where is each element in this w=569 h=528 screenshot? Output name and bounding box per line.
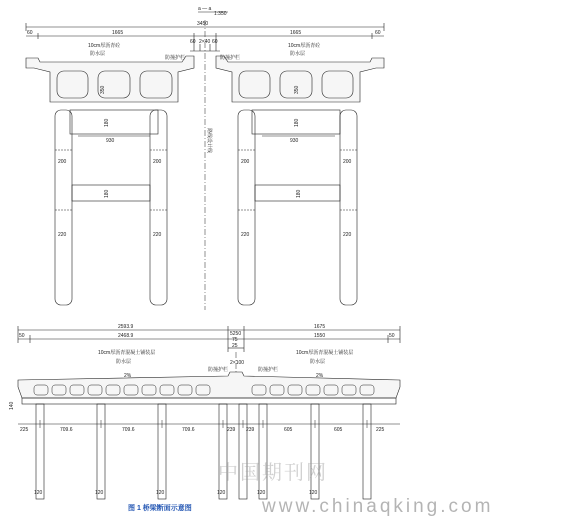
center-dim-2: 75 xyxy=(232,337,238,343)
right-col-dim-d: 220 xyxy=(343,232,352,238)
right-edge-dim: 50 xyxy=(389,333,395,339)
side-height: 140 xyxy=(9,401,15,410)
pile-label-1: 120 xyxy=(34,490,43,496)
left-deck-width: 1665 xyxy=(112,30,124,36)
left-girder-height: 350 xyxy=(100,85,106,94)
right-inner-width: 1550 xyxy=(314,333,326,339)
watermark-en: www.chinaqking.com xyxy=(262,496,494,517)
total-width: 3450 xyxy=(197,21,209,27)
span-8: 225 xyxy=(376,427,385,433)
span-2: 709.6 xyxy=(122,427,135,433)
span-3: 709.6 xyxy=(182,427,195,433)
left-beam-width: 930 xyxy=(106,138,115,144)
pile-label-5: 120 xyxy=(257,490,266,496)
center-dim-3: 25 xyxy=(232,343,238,349)
left-col-dim-c: 220 xyxy=(58,232,67,238)
right-girder-height: 350 xyxy=(294,85,300,94)
left-waterproof-note: 防水层 xyxy=(90,51,106,57)
median-width: 2×100 xyxy=(230,360,245,366)
span-7: 605 xyxy=(334,427,343,433)
right-tie-beam: 180 xyxy=(296,189,302,198)
figure-caption: 图 1 桥梁断面示意图 xyxy=(128,505,192,512)
watermark-cn: 中国期刊网 xyxy=(218,460,328,484)
left-col-dim-b: 200 xyxy=(153,159,162,165)
left-beam-height: 180 xyxy=(104,118,110,127)
left-tie-beam: 180 xyxy=(104,189,110,198)
right-railing-note: 防撞护栏 xyxy=(220,55,241,61)
right-waterproof-label: 防水层 xyxy=(310,359,326,365)
left-overhang: 60 xyxy=(27,30,33,36)
left-pavement-label: 10cm厚沥青混凝土铺装层 xyxy=(98,350,156,356)
right-col-dim-c: 220 xyxy=(241,232,250,238)
pile-label-4: 120 xyxy=(217,490,226,496)
median-dim-3: 60 xyxy=(212,39,218,45)
span-0: 225 xyxy=(20,427,29,433)
right-slope: 2% xyxy=(316,373,324,379)
right-pavement-note: 10cm厚沥青砼 xyxy=(288,43,321,49)
right-waterproof-note: 防水层 xyxy=(290,51,306,57)
span-6: 605 xyxy=(284,427,293,433)
right-beam-height: 180 xyxy=(294,118,300,127)
right-railing-label: 防撞护栏 xyxy=(258,367,279,373)
right-beam-width: 930 xyxy=(290,138,299,144)
span-5: 239 xyxy=(246,427,255,433)
left-railing-label: 防撞护栏 xyxy=(208,367,229,373)
right-deck-width: 1665 xyxy=(290,30,302,36)
span-4: 239 xyxy=(227,427,236,433)
left-railing-note: 防撞护栏 xyxy=(165,55,186,61)
right-overhang: 60 xyxy=(375,30,381,36)
left-col-dim-a: 200 xyxy=(58,159,67,165)
left-pavement-note: 10cm厚沥青砼 xyxy=(88,43,121,49)
right-pavement-label: 10cm厚沥青混凝土铺装层 xyxy=(296,350,354,356)
left-inner-width: 2468.9 xyxy=(118,333,134,339)
span-1: 709.6 xyxy=(60,427,73,433)
pile-label-3: 120 xyxy=(156,490,165,496)
median-dim-2: 2×40 xyxy=(199,39,211,45)
left-slope: 2% xyxy=(124,373,132,379)
pile-label-2: 120 xyxy=(95,490,104,496)
section-title: a — a xyxy=(198,6,212,12)
centerline-label: 路线设计线 xyxy=(206,128,212,154)
left-total-width: 2593.9 xyxy=(118,324,134,330)
left-col-dim-d: 220 xyxy=(153,232,162,238)
scale-label: 1:350 xyxy=(214,11,227,17)
median-dim-1: 60 xyxy=(190,39,196,45)
right-total-width: 1675 xyxy=(314,324,326,330)
right-col-dim-b: 200 xyxy=(343,159,352,165)
left-edge-dim: 50 xyxy=(19,333,25,339)
right-col-dim-a: 200 xyxy=(241,159,250,165)
center-dim-1: 5250 xyxy=(230,331,242,337)
left-waterproof-label: 防水层 xyxy=(116,359,132,365)
pile-label-6: 120 xyxy=(309,490,318,496)
